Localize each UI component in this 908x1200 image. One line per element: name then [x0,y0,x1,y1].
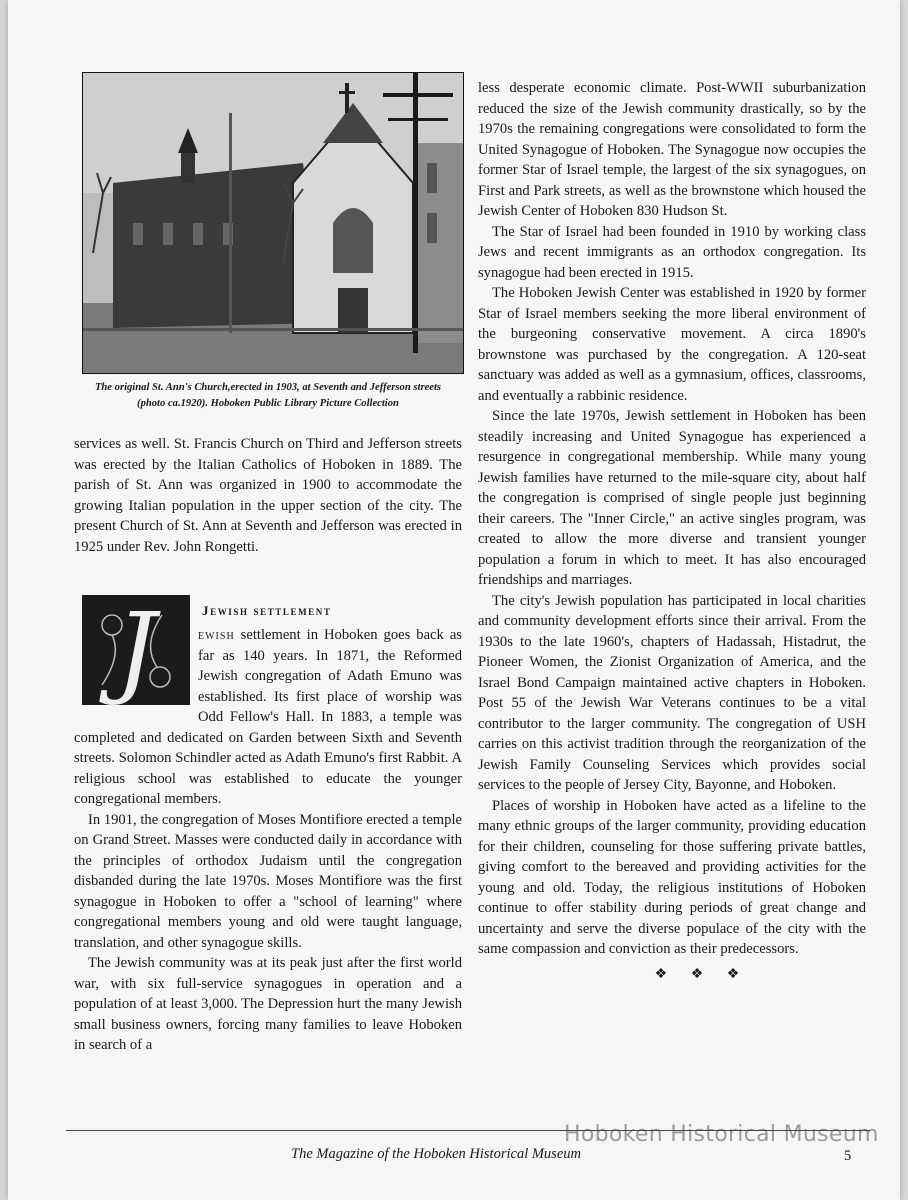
lead-paragraph-text: settlement in Hoboken goes back as far as 140 years. In 1871, the Reformed Jewish congregation of Adath Emuno was established. Its first place of worship was Odd Fellow's Hall. In 1883, a temple was completed and dedicated on Garden between Sixth and Seventh streets. Solomon Schindler acted as Adath Emuno's first Rabbit. A religious school was established to educate the younger congregational members. [74,627,462,807]
magazine-page [8,0,900,1200]
paragraph: The city's Jewish population has participated in local charities and community development efforts since their arrival. From the 1930s to the late 1960's, chapters of Hadassah, Histadrut, the Pioneer Women, the Zionist Organization of America, and the Israel Bond Campaign maintained active chapters in Hoboken. Post 55 of the Jewish War Veterans continues to be a vital contributor to the larger community. The congregation of USH carries on this activist tradition through the reorganization of the Jewish Family Counseling Services which provides social services to the people of Jersey City, Bayonne, and Hoboken. [478,592,866,793]
drop-cap-letter: J [115,591,157,708]
left-column [74,72,462,1056]
section-heading: Jewish settlement [202,603,332,618]
paragraph: less desperate economic climate. Post-WWII suburbanization reduced the size of the Jewish community drastically, so by the 1970s the remaining congregations were consolidated to form the United Synagogue of Hoboken. The Synagogue now occupies the former Star of Israel temple, the largest of the six synagogues, on First and Park streets, as well as the brownstone which housed the Jewish Center of Hoboken 830 Hudson St. [478,80,866,219]
paragraph: The Star of Israel had been founded in 1910 by working class Jews and recent immigrants as an orthodox congregation. Its synagogue had been erected in 1915. [478,223,866,281]
footer-title: The Magazine of the Hoboken Historical Museum [291,1146,581,1162]
church-photo-illustration [83,73,463,373]
right-column [478,78,866,983]
lead-word: ewish [198,627,235,643]
paragraph: The Hoboken Jewish Center was established in 1920 by former Star of Israel members seeking the more liberal environment of the burgeoning conservative movement. A circa 1890's brownstone was purchased by the congregation. A 120-seat sanctuary was added as well as a gymnasium, offices, classrooms, and eventually a rabbinic residence. [478,285,866,404]
section-body [74,591,462,1056]
paragraph: Since the late 1970s, Jewish settlement in Hoboken has been steadily increasing and United Synagogue has experienced a resurgence in congregational membership. While many young Jewish families have returned to the mile-square city, about half the congregation is comprised of single people just beginning their careers. The "Inner Circle," an active singles program, was created to allow the more diverse and transient younger population a forum in which to meet. It has also encouraged friendships and marriages. [478,408,866,588]
paragraph: Places of worship in Hoboken have acted as a lifeline to the many ethnic groups of the larger community, providing education for their children, counseling for those suffering private battles, giving comfort to the bereaved and providing activities for the young and old. Today, the religious institutions of Hoboken continue to offer stability during periods of great change and uncertainty and serve the diverse populace of the city with the same compassion and conviction as their predecessors. [478,797,866,957]
drop-cap-ornament [82,591,190,708]
paragraph: In 1901, the congregation of Moses Montifiore erected a temple on Grand Street. Masses were conducted daily in accordance with the principles of orthodox Judaism until the congregation disbanded during the late 1970s. Moses Montifiore was the first synagogue in Hoboken to offer a "school of learning" where congregational members young and old were taught language, translation, and other synagogue skills. [74,811,462,951]
photo-caption: The original St. Ann's Church,erected in 1903, at Seventh and Jefferson streets (photo ca.1920). Hoboken Public Library Picture Collection [94,382,442,409]
watermark: Hoboken Historical Museum [564,1122,879,1147]
left-intro [74,434,462,557]
paragraph: services as well. St. Francis Church on Third and Jefferson streets was erected by the Italian Catholics of Hoboken in 1889. The parish of St. Ann was organized in 1900 to accommodate the growing Italian population in the upper section of the city. The present Church of St. Ann at Seventh and Jefferson was erected in 1925 under Rev. John Rongetti. [74,436,462,555]
paragraph: The Jewish community was at its peak just after the first world war, with six full-service synagogues in operation and a population of at least 3,000. The Depression hurt the many Jewish small business owners, forcing many families to leave Hoboken in search of a [74,955,462,1053]
church-photo [82,72,464,374]
section-end-ornament: ❖ ❖ ❖ [654,966,750,982]
page-number: 5 [844,1148,852,1164]
